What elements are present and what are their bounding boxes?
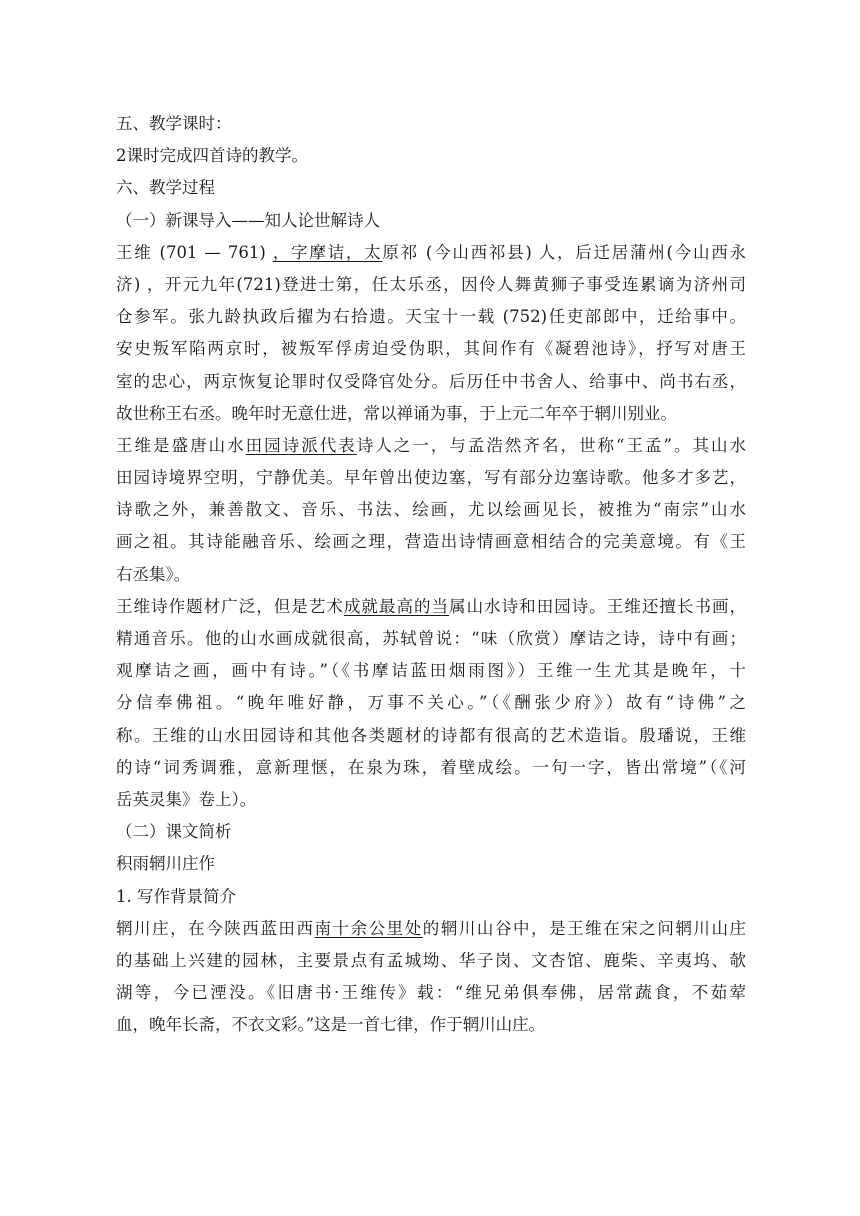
section-five-heading: 五、教学课时：: [116, 114, 232, 133]
underlined-text: 田园诗派代表: [245, 435, 357, 455]
school-line: 王维是盛唐山水田园诗派代表诗人之一，与孟浩然齐名，世称“王孟”。其山水: [116, 435, 746, 455]
underlined-text: ，字摩诘，太: [272, 242, 383, 262]
art-line: 精通音乐。他的山水画成就很高，苏轼曾说：“味（欣赏）摩诘之诗，诗中有画；: [116, 629, 746, 648]
section-six-heading: 六、教学过程: [116, 178, 215, 198]
bio-line: 王维 (701 — 761) ，字摩诘，太原祁 (今山西祁县) 人，后迁居蒲州(今山西永: [116, 242, 746, 262]
background-line: 辋川庄，在今陕西蓝田西南十余公里处的辋川山谷中，是王维在宋之问辋川山庄: [116, 918, 746, 938]
background-line: 的基础上兴建的园林，主要景点有孟城坳、华子岗、文杏馆、鹿柴、辛夷坞、欹: [116, 950, 746, 970]
art-line: 分信奉佛祖。“晚年唯好静，万事不关心。”（《酬张少府》）故有“诗佛”之: [116, 693, 746, 713]
background-line: 血，晚年长斋，不衣文彩。”这是一首七律，作于辋川山庄。: [116, 1015, 546, 1035]
art-line: 称。王维的山水田园诗和其他各类题材的诗都有很高的艺术造诣。殷璠说，王维: [116, 725, 746, 745]
art-line: 岳英灵集》卷上）。: [116, 789, 257, 809]
school-line: 右丞集》。: [116, 564, 191, 584]
bio-line: 济) ，开元九年(721)登进士第，任太乐丞，因伶人舞黄狮子事受连累谪为济州司: [116, 274, 746, 294]
bio-line: 故世称王右丞。晚年时无意仕进，常以禅诵为事，于上元二年卒于辋川别业。: [116, 403, 677, 423]
bio-line: 安史叛军陷两京时，被叛军俘虏迫受伪职，其间作有《凝碧池诗》，抒写对唐王: [116, 339, 746, 359]
background-line: 湖等，今已湮没。《旧唐书·王维传》载：“维兄弟俱奉佛，居常蔬食，不茹荤: [116, 983, 746, 1003]
document-page: [116, 108, 746, 1041]
section-five-body: 2课时完成四首诗的教学。: [116, 146, 308, 166]
background-heading: 1. 写作背景简介: [116, 886, 236, 906]
bio-line: 仓参军。张九龄执政后擢为右拾遗。天宝十一载 (752)任吏部郎中，迁给事中。: [116, 307, 746, 327]
art-line: 的诗“词秀调雅，意新理惬，在泉为珠，着壁成绘。一句一字，皆出常境”（《河: [116, 757, 746, 777]
underlined-text: 成就最高的当: [343, 596, 450, 616]
bio-line: 室的忠心，两京恢复论罪时仅受降官处分。后历任中书舍人、给事中、尚书右丞，: [116, 371, 746, 391]
part-two-heading: （二）课文简析: [116, 822, 232, 842]
art-line: 观摩诘之画，画中有诗。”（《书摩诘蓝田烟雨图》）王维一生尤其是晚年，十: [116, 661, 746, 681]
school-line: 诗歌之外，兼善散文、音乐、书法、绘画，尤以绘画见长，被推为“南宗”山水: [116, 500, 746, 520]
art-line: 王维诗作题材广泛，但是艺术成就最高的当属山水诗和田园诗。王维还擅长书画，: [116, 596, 746, 616]
school-line: 画之祖。其诗能融音乐、绘画之理，营造出诗情画意相结合的完美意境。有《王: [116, 532, 746, 552]
poem-title: 积雨辋川庄作: [116, 854, 215, 874]
school-line: 田园诗境界空明，宁静优美。早年曾出使边塞，写有部分边塞诗歌。他多才多艺，: [116, 468, 746, 488]
part-one-heading: （一）新课导入——知人论世解诗人: [116, 210, 380, 230]
underlined-text: 南十余公里处: [314, 918, 423, 938]
